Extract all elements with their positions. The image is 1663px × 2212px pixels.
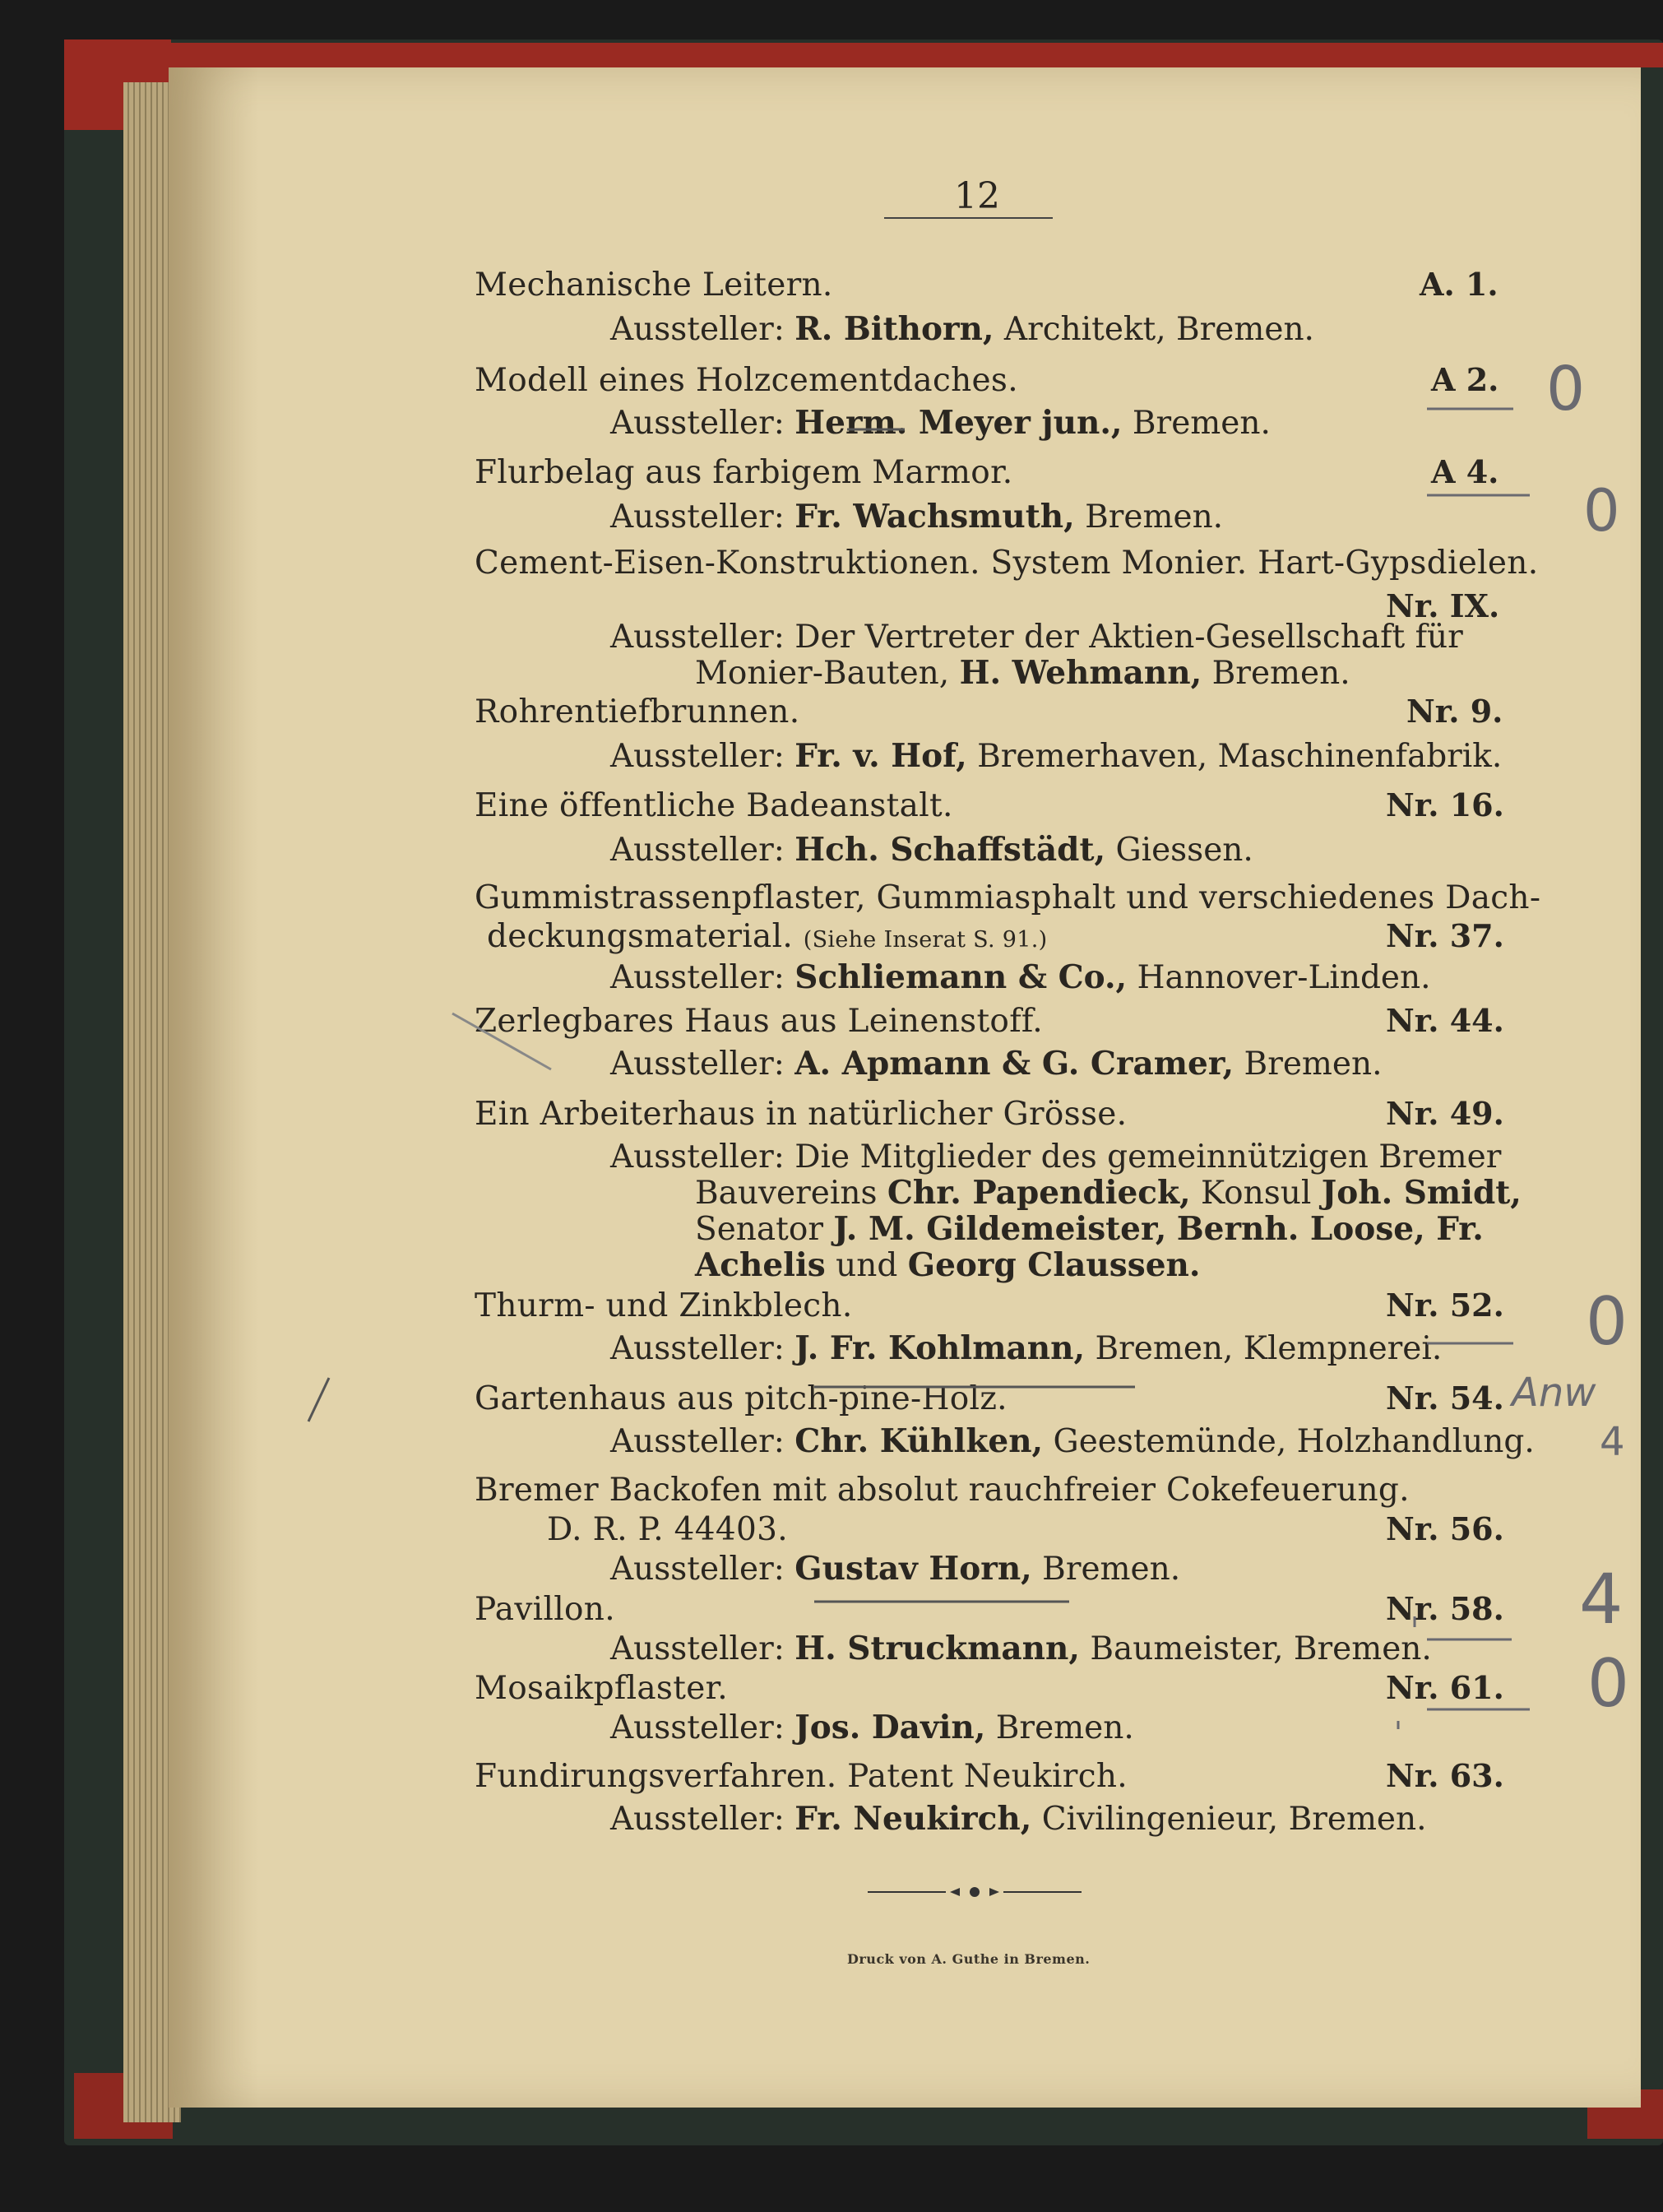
entry-item: Modell eines Holzcementdaches. (475, 362, 1018, 399)
entry-item: Cement-Eisen-Konstruktionen. System Monier. Hart-Gypsdielen. (475, 545, 1539, 582)
entry-number: Nr. 49. (1386, 1095, 1504, 1132)
exhibitor-line: Aussteller: Die Mitglieder des gemeinnützigen Bremer (610, 1138, 1502, 1176)
margin-note-6: 0 (1587, 1645, 1629, 1722)
exhibitor-line: Senator J. M. Gildemeister, Bernh. Loose, Fr. (695, 1210, 1484, 1248)
entry-number: Nr. IX. (1386, 587, 1500, 624)
entry-number: Nr. 16. (1386, 786, 1504, 823)
exhibitor-line: Aussteller: Chr. Kühlken, Geestemünde, Holzhandlung. (610, 1422, 1535, 1460)
entry-number: Nr. 58. (1386, 1590, 1504, 1627)
entry-item: Fundirungsverfahren. Patent Neukirch. (475, 1758, 1128, 1795)
exhibitor-line: Aussteller: Fr. Wachsmuth, Bremen. (610, 498, 1224, 536)
printer-imprint: Druck von A. Guthe in Bremen. (847, 1951, 1091, 1967)
margin-note-4: 4 (1600, 1419, 1625, 1465)
entry-number: Nr. 56. (1386, 1510, 1504, 1547)
entry-number: Nr. 9. (1406, 693, 1503, 730)
margin-note-5: 4 (1579, 1559, 1624, 1639)
entry-item-continued: D. R. P. 44403. (547, 1511, 788, 1548)
entry-item: Ein Arbeiterhaus in natürlicher Grösse. (475, 1096, 1128, 1133)
entry-item: Flurbelag aus farbigem Marmor. (475, 454, 1013, 491)
exhibitor-line: Aussteller: Der Vertreter der Aktien-Gesellschaft für (610, 619, 1463, 656)
exhibitor-line: Aussteller: H. Struckmann, Baumeister, Bremen. (610, 1630, 1432, 1667)
exhibitor-line: Monier-Bauten, H. Wehmann, Bremen. (695, 654, 1350, 692)
exhibitor-line: Aussteller: Gustav Horn, Bremen. (610, 1550, 1181, 1588)
entry-number: Nr. 37. (1386, 917, 1504, 954)
entry-item: Bremer Backofen mit absolut rauchfreier Cokefeuerung. (475, 1472, 1410, 1509)
entry-item: Rohrentiefbrunnen. (475, 693, 800, 730)
exhibitor-line: Bauvereins Chr. Papendieck, Konsul Joh. Smidt, (695, 1174, 1522, 1212)
entry-number: Nr. 52. (1386, 1287, 1504, 1324)
exhibitor-line: Aussteller: Hch. Schaffstädt, Giessen. (610, 831, 1253, 869)
margin-note-2: 0 (1586, 1283, 1628, 1360)
entry-number: Nr. 44. (1386, 1002, 1504, 1039)
entry-item: Gartenhaus aus pitch-pine-Holz. (475, 1380, 1008, 1417)
entry-item: Mosaikpflaster. (475, 1670, 728, 1707)
entry-number: Nr. 54. (1386, 1380, 1504, 1417)
exhibitor-line: Aussteller: Jos. Davin, Bremen. (610, 1709, 1134, 1746)
entry-item: Eine öffentliche Badeanstalt. (475, 787, 953, 824)
entry-item: Thurm- und Zinkblech. (475, 1287, 853, 1324)
exhibitor-line: Aussteller: Herm. Meyer jun., Bremen. (610, 404, 1271, 442)
exhibitor-line: Achelis und Georg Claussen. (695, 1246, 1201, 1284)
exhibitor-line: Aussteller: Fr. Neukirch, Civilingenieur, Bremen. (610, 1800, 1427, 1838)
exhibitor-line: Aussteller: A. Apmann & G. Cramer, Bremen. (610, 1045, 1383, 1083)
exhibitor-line: Aussteller: R. Bithorn, Architekt, Bremen. (610, 310, 1314, 348)
exhibitor-line: Aussteller: Schliemann & Co., Hannover-Linden. (610, 958, 1431, 996)
entry-number: A 4. (1431, 453, 1499, 490)
margin-note-0: 0 (1546, 354, 1586, 424)
margin-note-3: Anw (1512, 1370, 1596, 1416)
exhibitor-line: Aussteller: Fr. v. Hof, Bremerhaven, Maschinenfabrik. (610, 737, 1503, 775)
entry-number: A 2. (1431, 361, 1499, 398)
exhibitor-line: Aussteller: J. Fr. Kohlmann, Bremen, Klempnerei. (610, 1329, 1443, 1367)
entry-item-continued: deckungsmaterial. (Siehe Inserat S. 91.) (487, 918, 1048, 955)
page-number: 12 (954, 175, 1000, 217)
entry-item: Zerlegbares Haus aus Leinenstoff. (475, 1003, 1043, 1040)
entry-item: Gummistrassenpflaster, Gummiasphalt und verschiedenes Dach- (475, 879, 1541, 916)
entry-number: A. 1. (1420, 266, 1499, 303)
entry-item: Pavillon. (475, 1591, 615, 1628)
entry-number: Nr. 61. (1386, 1669, 1504, 1706)
entry-number: Nr. 63. (1386, 1757, 1504, 1794)
margin-note-1: 0 (1583, 477, 1620, 545)
entry-item: Mechanische Leitern. (475, 267, 833, 304)
